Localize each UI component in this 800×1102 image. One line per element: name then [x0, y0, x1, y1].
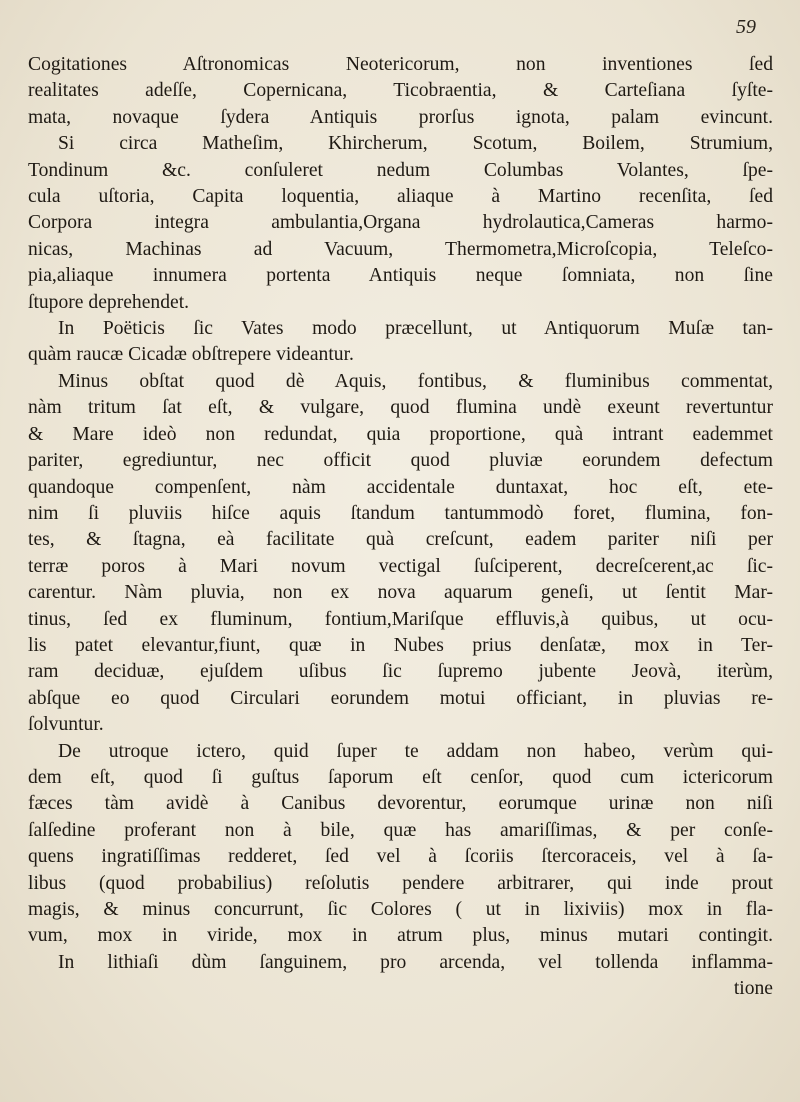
text-line: fæces tàm avidè à Canibus devorentur, eorumque urinæ non niſi	[28, 793, 773, 815]
text-line: nicas, Machinas ad Vacuum, Thermometra,Microſcopia, Teleſco-	[28, 238, 773, 260]
text-line: Corpora integra ambulantia,Organa hydrolautica,Cameras harmo-	[28, 212, 773, 234]
text-line: quens ingratiſſimas redderet, ſed vel à ſcoriis ſtercoraceis, vel à ſa-	[28, 846, 773, 868]
text-line: quandoque compenſent, nàm accidentale duntaxat, hoc eſt, ete-	[28, 476, 773, 498]
text-line: cula uſtoria, Capita loquentia, aliaque à Martino recenſita, ſed	[28, 186, 773, 208]
text-line: tinus, ſed ex fluminum, fontium,Mariſque effluvis,à quibus, ut ocu-	[28, 608, 773, 630]
text-line: vum, mox in viride, mox in atrum plus, minus mutari contingit.	[28, 925, 773, 947]
text-line: nim ſi pluviis hiſce aquis ſtandum tantummodò foret, flumina, fon-	[28, 502, 773, 524]
text-line: pariter, egrediuntur, nec officit quod pluviæ eorundem defectum	[28, 450, 773, 472]
text-line: ram deciduæ, ejuſdem uſibus ſic ſupremo jubente Jeovà, iterùm,	[28, 661, 773, 683]
text-line: ſalſedine proferant non à bile, quæ has amariſſimas, & per conſe-	[28, 819, 773, 841]
page-number: 59	[736, 16, 756, 38]
body-text	[28, 52, 773, 1003]
text-line: In Poëticis ſic Vates modo præcellunt, ut Antiquorum Muſæ tan-	[58, 318, 773, 340]
text-line: In lithiaſi dùm ſanguinem, pro arcenda, vel tollenda inflamma-	[58, 951, 773, 973]
catchword: tione	[733, 978, 773, 1000]
text-line: ſolvuntur.	[28, 714, 104, 736]
text-line: realitates adeſſe, Copernicana, Ticobraentia, & Carteſiana ſyſte-	[28, 80, 773, 102]
text-line: & Mare ideò non redundat, quia proportione, quà intrant eademmet	[28, 423, 773, 445]
text-line: magis, & minus concurrunt, ſic Colores ( ut in lixiviis) mox in fla-	[28, 899, 773, 920]
text-line: terræ poros à Mari novum vectigal ſuſciperent, decreſcerent,ac ſic-	[28, 555, 773, 577]
text-line: ſtupore deprehendet.	[28, 291, 190, 313]
text-line: Tondinum &c. conſuleret nedum Columbas Volantes, ſpe-	[28, 159, 773, 181]
text-line: dem eſt, quod ſi guſtus ſaporum eſt cenſor, quod cum ictericorum	[28, 766, 773, 788]
text-line: mata, novaque ſydera Antiquis prorſus ignota, palam evincunt.	[28, 106, 773, 128]
text-line: Si circa Matheſim, Khircherum, Scotum, Boilem, Strumium,	[58, 133, 773, 155]
text-line: libus (quod probabilius) reſolutis pendere arbitrarer, qui inde prout	[28, 872, 773, 894]
text-line: pia,aliaque innumera portenta Antiquis neque ſomniata, non ſine	[28, 265, 773, 287]
text-line: quàm raucæ Cicadæ obſtrepere videantur.	[28, 344, 354, 366]
text-line: lis patet elevantur,fiunt, quæ in Nubes prius denſatæ, mox in Ter-	[28, 634, 773, 656]
text-line: abſque eo quod Circulari eorundem motui officiant, in pluvias re-	[28, 687, 773, 709]
text-line: De utroque ictero, quid ſuper te addam non habeo, verùm qui-	[58, 740, 773, 762]
text-line: nàm tritum ſat eſt, & vulgare, quod flumina undè exeunt revertuntur	[28, 397, 773, 419]
text-line: tes, & ſtagna, eà facilitate quà creſcunt, eadem pariter niſi per	[28, 529, 773, 551]
text-line: carentur. Nàm pluvia, non ex nova aquarum geneſi, ut ſentit Mar-	[28, 582, 773, 604]
text-line: Minus obſtat quod dè Aquis, fontibus, & fluminibus commentat,	[58, 370, 773, 392]
text-line: Cogitationes Aſtronomicas Neotericorum, non inventiones ſed	[28, 54, 773, 75]
